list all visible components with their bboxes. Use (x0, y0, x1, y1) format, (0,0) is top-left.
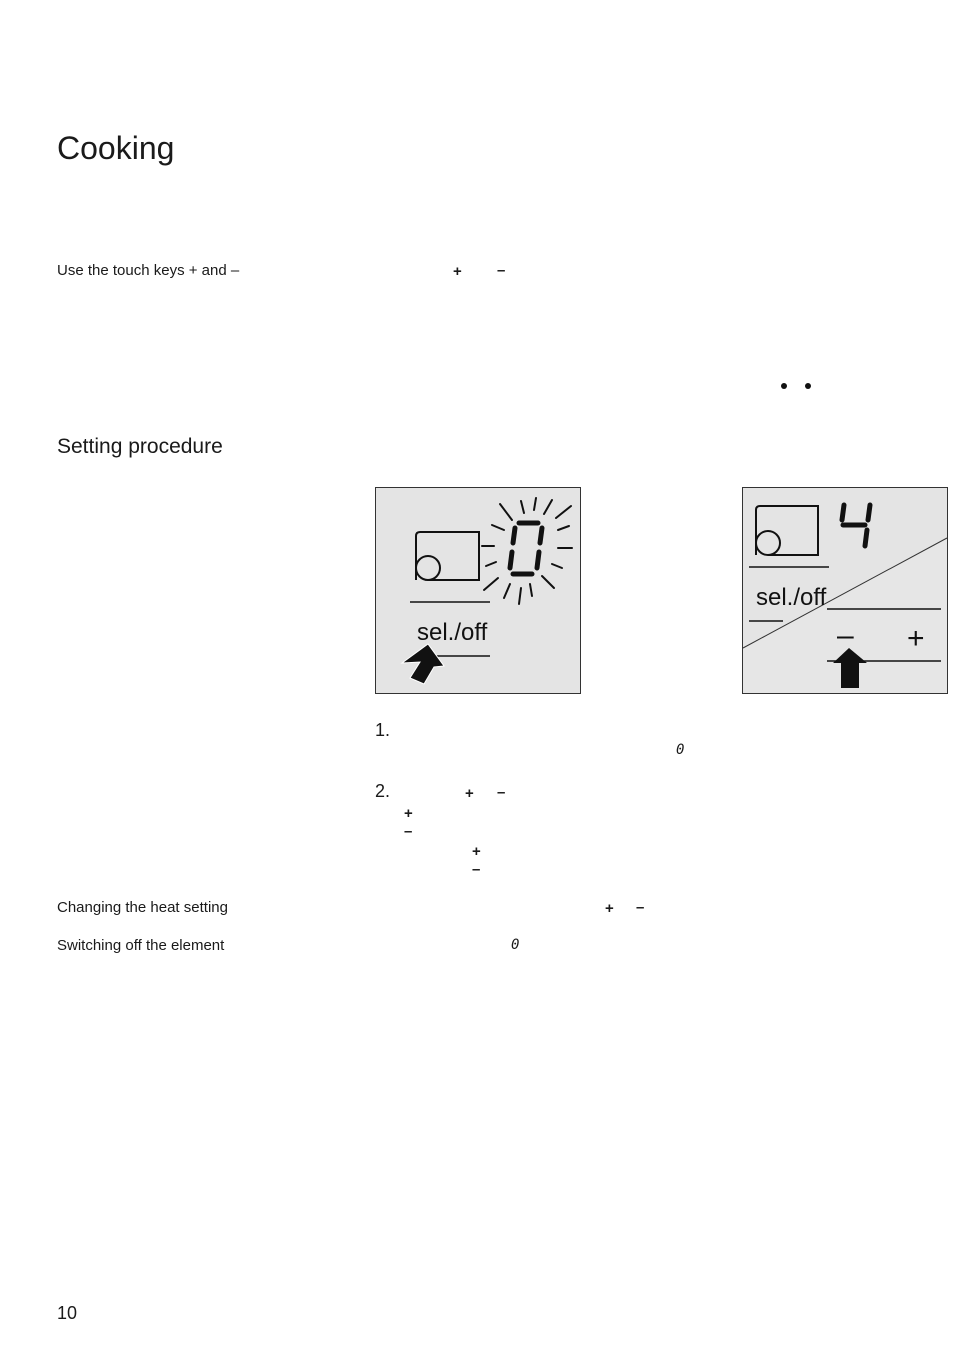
section-title: Setting procedure (57, 435, 223, 458)
sel-off-key-label: sel./off (756, 584, 827, 611)
intro-plus: + (453, 263, 462, 280)
press-arrow-icon (402, 644, 444, 684)
minus-symbol: – (497, 784, 506, 801)
figure-select-svg (376, 488, 580, 693)
cooking-zone-icon (416, 532, 479, 580)
plus-symbol: + (404, 805, 413, 822)
cooking-zone-icon (756, 506, 818, 555)
display-value: 0 (676, 742, 685, 758)
display-digit-four (842, 505, 870, 546)
changing-heat-setting-label: Changing the heat setting (57, 899, 228, 916)
intro-label: Use the touch keys + and – (57, 262, 240, 279)
figure-set-heat-svg (743, 488, 947, 693)
figure-set-heat (742, 487, 948, 694)
intro-minus: – (497, 262, 506, 279)
display-value: 0 (511, 937, 520, 953)
minus-symbol: – (472, 861, 481, 878)
indicator-dot (805, 383, 811, 389)
sel-off-key-label: sel./off (417, 619, 488, 646)
minus-symbol: – (636, 899, 645, 916)
display-digit-zero (510, 523, 542, 574)
page-number: 10 (57, 1303, 78, 1323)
plus-symbol: + (465, 785, 474, 802)
step-number: 2. (375, 781, 391, 801)
indicator-dot (781, 383, 787, 389)
page-title: Cooking (57, 130, 175, 166)
minus-key-label: – (837, 619, 854, 652)
blinking-rays-icon (482, 498, 572, 604)
plus-symbol: + (472, 843, 481, 860)
switching-off-label: Switching off the element (57, 937, 225, 954)
plus-symbol: + (605, 900, 614, 917)
step-number: 1. (375, 720, 391, 740)
plus-key-label: + (907, 622, 925, 655)
figure-select-element (375, 487, 581, 694)
minus-symbol: – (404, 823, 413, 840)
